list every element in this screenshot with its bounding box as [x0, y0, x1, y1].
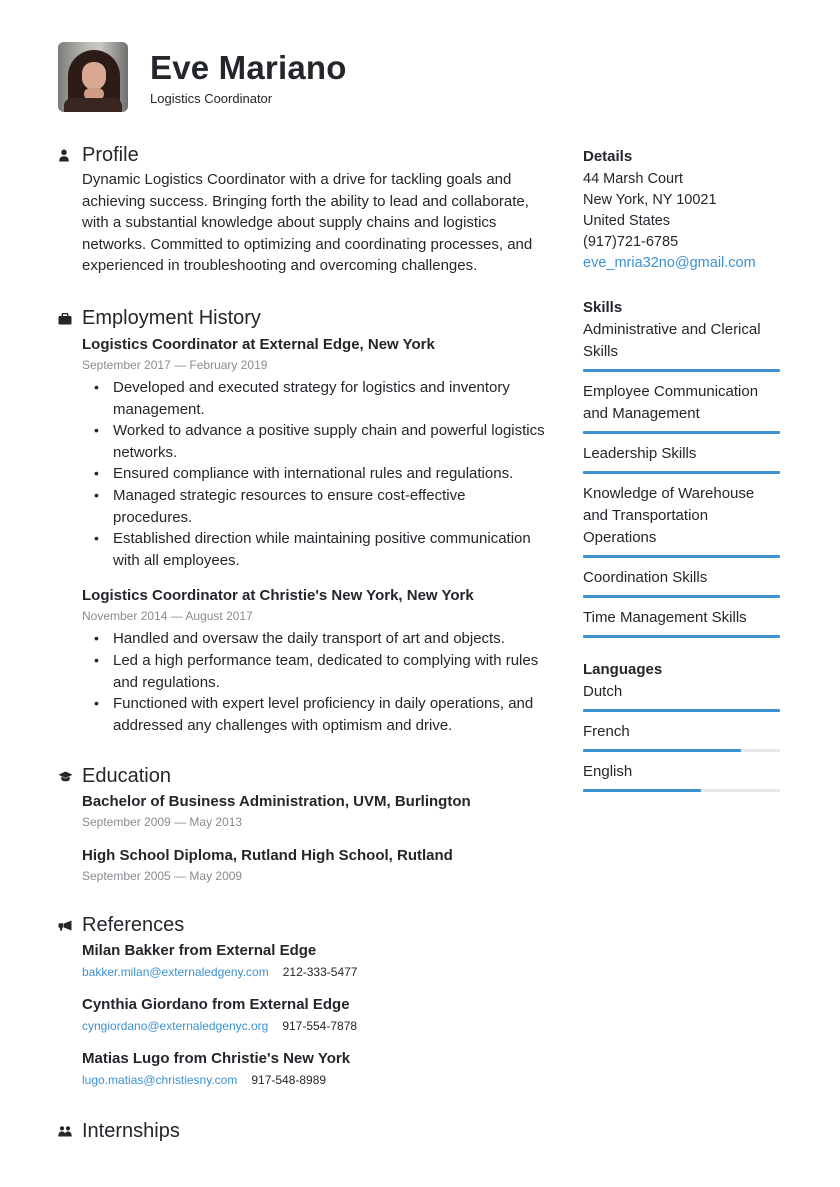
address-line-1: 44 Marsh Court — [583, 171, 683, 187]
main-column — [58, 142, 548, 1144]
reference-phone: 212-333-5477 — [282, 965, 358, 980]
candidate-job-title: Logistics Coordinator — [150, 90, 273, 106]
section-title: Employment History — [82, 307, 261, 330]
resume-header — [58, 42, 347, 112]
reference-email-link[interactable]: bakker.milan@externaledgeny.com — [82, 965, 269, 980]
education-entry — [82, 791, 548, 831]
skill-item — [583, 483, 780, 558]
job-bullet: • Managed strategic resources to ensure cost-effective procedures. — [82, 485, 548, 528]
languages-section — [583, 659, 780, 792]
skill-item — [583, 567, 780, 598]
job-bullet: • Established direction while maintaining positive communication with all employees. — [82, 528, 548, 571]
language-item — [583, 761, 780, 792]
job-bullet: • Developed and executed strategy for logistics and inventory management. — [82, 377, 548, 420]
language-name: English — [583, 763, 633, 780]
languages-title: Languages — [583, 661, 663, 678]
section-title: Profile — [82, 143, 139, 166]
education-dates: September 2005 — May 2009 — [82, 869, 243, 884]
reference-name: Matias Lugo from Christie's New York — [82, 1050, 351, 1068]
job-entry — [82, 585, 548, 736]
skill-level-bar — [583, 635, 780, 638]
education-entry — [82, 845, 548, 885]
reference-entry — [82, 994, 548, 1035]
job-bullet: • Led a high performance team, dedicated to complying with rules and regulations. — [82, 650, 548, 693]
reference-phone: 917-554-7878 — [282, 1019, 358, 1034]
skills-title: Skills — [583, 299, 623, 316]
reference-email-link[interactable]: lugo.matias@christiesny.com — [82, 1073, 238, 1088]
skill-name: Knowledge of Warehouse and Transportation Operations — [583, 485, 755, 546]
language-name: Dutch — [583, 683, 623, 700]
language-item — [583, 721, 780, 752]
language-level-bar — [583, 789, 780, 792]
profile-section — [58, 142, 548, 277]
graduation-cap-icon — [58, 771, 82, 782]
job-bullet: • Functioned with expert level proficiency in daily operations, and addressed any challenges with optimism and drive. — [82, 693, 548, 736]
details-section — [583, 146, 780, 274]
language-item — [583, 681, 780, 712]
skill-item — [583, 607, 780, 638]
skills-section — [583, 297, 780, 638]
reference-entry — [82, 1048, 548, 1089]
degree-title: High School Diploma, Rutland High School, Rutland — [82, 847, 453, 865]
internships-section — [58, 1118, 548, 1144]
section-title: Internships — [82, 1119, 180, 1142]
reference-email-link[interactable]: cyngiordano@externaledgenyc.org — [82, 1019, 269, 1034]
degree-title: Bachelor of Business Administration, UVM, Burlington — [82, 793, 471, 811]
education-section — [58, 763, 548, 885]
job-bullet: • Worked to advance a positive supply chain and powerful logistics networks. — [82, 420, 548, 463]
skill-name: Employee Communication and Management — [583, 383, 759, 422]
job-title: Logistics Coordinator at External Edge, New York — [82, 335, 435, 353]
skill-name: Administrative and Clerical Skills — [583, 321, 761, 360]
skill-level-bar — [583, 431, 780, 434]
phone-number: (917)721-6785 — [583, 234, 679, 250]
skill-name: Leadership Skills — [583, 445, 697, 462]
job-title: Logistics Coordinator at Christie's New York, New York — [82, 587, 474, 605]
job-bullet: • Handled and oversaw the daily transport of art and objects. — [82, 628, 548, 650]
reference-entry — [82, 940, 548, 981]
country: United States — [583, 213, 671, 229]
candidate-name: Eve Mariano — [150, 48, 347, 86]
skill-level-bar — [583, 595, 780, 598]
reference-phone: 917-548-8989 — [251, 1073, 327, 1088]
skill-item — [583, 443, 780, 474]
reference-name: Milan Bakker from External Edge — [82, 942, 317, 960]
briefcase-icon — [58, 313, 82, 325]
person-icon — [58, 149, 82, 162]
skill-name: Time Management Skills — [583, 609, 747, 626]
section-title: References — [82, 913, 185, 936]
skill-item — [583, 381, 780, 434]
email-link[interactable]: eve_mria32no@gmail.com — [583, 255, 756, 271]
language-level-bar — [583, 749, 780, 752]
skill-level-bar — [583, 555, 780, 558]
section-title: Education — [82, 764, 171, 787]
skill-level-bar — [583, 369, 780, 372]
job-dates: September 2017 — February 2019 — [82, 357, 268, 372]
job-dates: November 2014 — August 2017 — [82, 609, 253, 624]
references-section — [58, 912, 548, 1089]
education-dates: September 2009 — May 2013 — [82, 815, 243, 830]
skill-name: Coordination Skills — [583, 569, 708, 586]
profile-summary: Dynamic Logistics Coordinator with a drive for tackling goals and achieving success. Bringing forth the ability to lead and collaborate, with a substantial knowledge about supply chains and logistics networks. Committed to optimizing and coordinating processes, and experienced in troubleshooting and overcoming challenges. — [82, 171, 533, 275]
details-title: Details — [583, 148, 633, 165]
skill-level-bar — [583, 471, 780, 474]
profile-photo — [58, 42, 128, 112]
address-line-2: New York, NY 10021 — [583, 192, 717, 208]
sidebar — [583, 146, 780, 801]
language-name: French — [583, 723, 630, 740]
employment-section — [58, 306, 548, 736]
language-level-bar — [583, 709, 780, 712]
reference-name: Cynthia Giordano from External Edge — [82, 996, 350, 1014]
job-entry — [82, 334, 548, 571]
people-icon — [58, 1126, 82, 1137]
job-bullet: • Ensured compliance with international rules and regulations. — [82, 463, 548, 485]
megaphone-icon — [58, 920, 82, 931]
skill-item — [583, 319, 780, 372]
